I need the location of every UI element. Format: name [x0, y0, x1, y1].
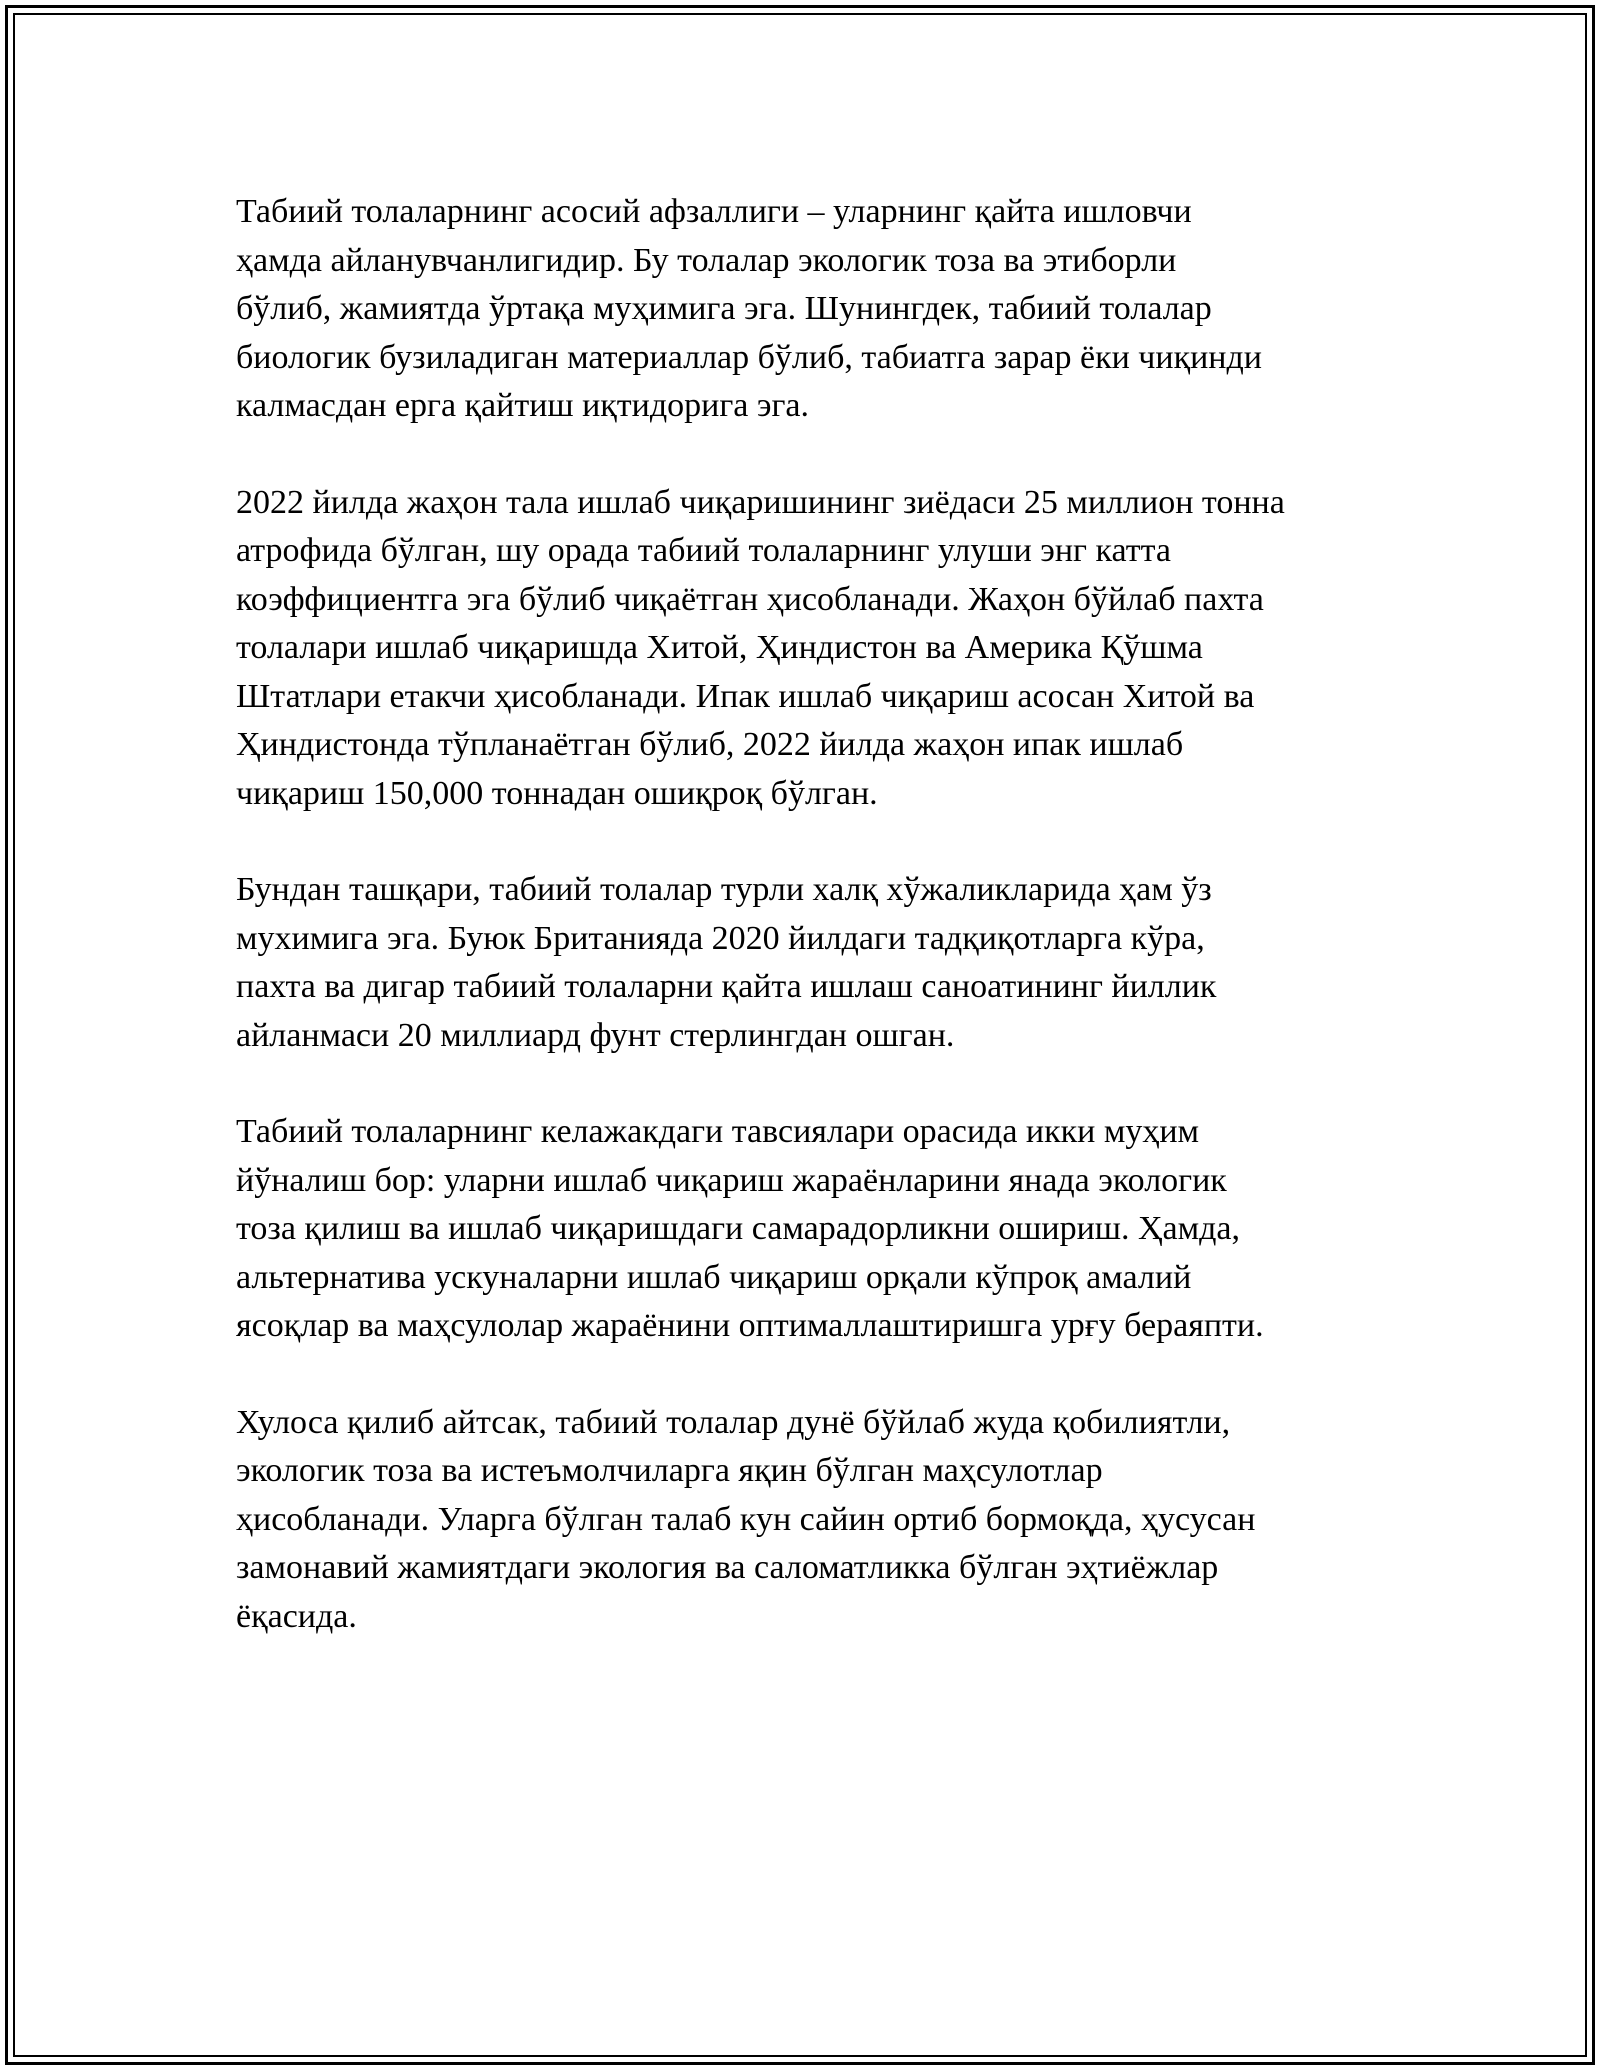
paragraph-economy: [236, 866, 1371, 1060]
text-line: Бундан ташқари, табиий толалар турли халқ хўжаликларида ҳам ўз: [236, 871, 1212, 908]
paragraph-production-2022: [236, 479, 1371, 819]
text-line: айланмаси 20 миллиард фунт стерлингдан ошган.: [236, 1016, 955, 1054]
text-line: альтернатива ускуналарни ишлаб чиқариш орқали кўпроқ амалий: [236, 1258, 1192, 1296]
text-line: пахта ва дигар табиий толаларни қайта ишлаш саноатининг йиллик: [236, 968, 1217, 1005]
text-line: Штатлари етакчи ҳисобланади. Ипак ишлаб чиқариш асосан Хитой ва: [236, 677, 1255, 715]
text-line: бўлиб, жамиятда ўртақа муҳимига эга. Шунингдек, табиий толалар: [236, 290, 1212, 327]
text-line: биологик бузиладиган материаллар бўлиб, табиатга зарар ёки чиқинди: [236, 338, 1262, 376]
text-line: Хулоса қилиб айтсак, табиий толалар дунё бўйлаб жуда қобилиятли,: [236, 1403, 1231, 1441]
text-line: Ҳиндистонда тўпланаётган бўлиб, 2022 йилда жаҳон ипак ишлаб: [236, 726, 1184, 763]
text-line: Табиий толаларнинг асосий афзаллиги – уларнинг қайта ишловчи: [236, 193, 1192, 230]
text-line: чиқариш 150,000 тоннадан ошиқроқ бўлган.: [236, 774, 878, 812]
paragraph-advantages: [236, 188, 1371, 431]
text-line: толалари ишлаб чиқаришда Хитой, Ҳиндистон ва Америка Қўшма: [236, 629, 1203, 666]
text-line: Табиий толаларнинг келажакдаги тавсиялари орасида икки муҳим: [236, 1113, 1200, 1150]
text-line: тоза қилиш ва ишлаб чиқаришдаги самарадорликни ошириш. Ҳамда,: [236, 1210, 1241, 1247]
text-line: ёқасида.: [236, 1597, 357, 1635]
text-line: коэффициентга эга бўлиб чиқаётган ҳисобланади. Жаҳон бўйлаб пахта: [236, 580, 1264, 618]
paragraph-future: [236, 1108, 1371, 1351]
text-line: ясоқлар ва маҳсулолар жараёнини оптималлаштиришга урғу бераяпти.: [236, 1307, 1264, 1344]
text-line: атрофида бўлган, шу орада табиий толаларнинг улуши энг катта: [236, 532, 1171, 569]
document-body: [236, 188, 1371, 1689]
text-line: мухимига эга. Буюк Британияда 2020 йилдаги тадқиқотларга кўра,: [236, 919, 1205, 957]
paragraph-conclusion: [236, 1399, 1371, 1642]
text-line: ҳисобланади. Уларга бўлган талаб кун сайин ортиб бормоқда, ҳусусан: [236, 1500, 1256, 1538]
text-line: йўналиш бор: уларни ишлаб чиқариш жараёнларини янада экологик: [236, 1161, 1227, 1199]
text-line: 2022 йилда жаҳон тала ишлаб чиқаришининг зиёдаси 25 миллион тонна: [236, 483, 1285, 521]
text-line: экологик тоза ва истеъмолчиларга яқин бўлган маҳсулотлар: [236, 1452, 1103, 1489]
text-line: замонавий жамиятдаги экология ва саломатликка бўлган эҳтиёжлар: [236, 1549, 1219, 1586]
text-line: ҳамда айланувчанлигидир. Бу толалар экологик тоза ва этиборли: [236, 241, 1177, 279]
text-line: калмасдан ерга қайтиш иқтидорига эга.: [236, 387, 810, 424]
